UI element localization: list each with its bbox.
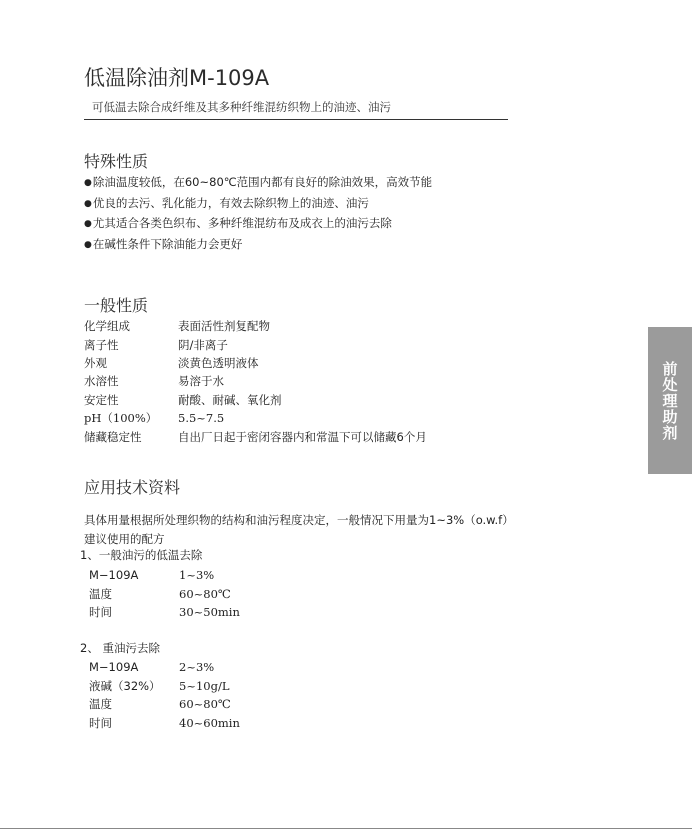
intro-line: 具体用量根据所处理织物的结构和油污程度决定，一般情况下用量为1~3%（o.w.f） xyxy=(84,513,514,527)
recipe-value: 5~10g/L xyxy=(179,678,230,693)
recipe-1-title: 1、一般油污的低温去除 xyxy=(80,548,203,562)
table-row xyxy=(84,372,427,390)
recipe-param: 液碱（32%） xyxy=(89,678,161,693)
list-item: ● 除油温度较低，在60~80℃范围内都有良好的除油效果，高效节能 xyxy=(84,173,432,194)
property-name: 水溶性 xyxy=(84,374,119,389)
property-value: 自出厂日起于密闭容器内和常温下可以储藏6个月 xyxy=(178,429,427,444)
recipe-param: 时间 xyxy=(89,605,112,620)
table-row xyxy=(84,335,427,353)
table-row xyxy=(89,566,240,585)
section-side-tab xyxy=(648,327,692,474)
recipe-2-table xyxy=(89,658,240,732)
general-properties-table xyxy=(84,317,427,446)
recipe-value: 60~80℃ xyxy=(179,586,231,601)
table-row xyxy=(84,391,427,409)
recipe-param: 时间 xyxy=(89,715,112,730)
table-row xyxy=(84,317,427,335)
property-name: 外观 xyxy=(84,355,107,370)
recipe-2-title: 2、 重油污去除 xyxy=(80,641,160,655)
title-divider xyxy=(84,119,508,120)
table-row xyxy=(89,714,240,733)
table-row xyxy=(89,603,240,622)
table-row xyxy=(89,695,240,714)
general-properties-heading: 一般性质 xyxy=(84,296,149,315)
recipe-value: 1~3% xyxy=(179,568,215,583)
application-heading: 应用技术资料 xyxy=(84,478,181,497)
list-item: ● 尤其适合各类色织布、多种纤维混纺布及成衣上的油污去除 xyxy=(84,214,432,235)
application-intro xyxy=(84,511,514,548)
property-name: 化学组成 xyxy=(84,319,130,334)
table-row xyxy=(89,658,240,677)
special-properties-heading: 特殊性质 xyxy=(84,152,149,171)
table-row xyxy=(84,354,427,372)
property-name: 离子性 xyxy=(84,337,119,352)
recipe-param: M−109A xyxy=(89,660,139,675)
property-value: 表面活性剂复配物 xyxy=(178,319,270,334)
recipe-param: 温度 xyxy=(89,697,112,712)
table-row xyxy=(84,427,427,445)
property-value: 耐酸、耐碱、氧化剂 xyxy=(178,392,282,407)
recipe-param: 温度 xyxy=(89,586,112,601)
property-value: 易溶于水 xyxy=(178,374,224,389)
recipe-value: 60~80℃ xyxy=(179,697,231,712)
table-row xyxy=(89,677,240,696)
property-value: 阴/非离子 xyxy=(178,337,228,352)
footer-divider xyxy=(0,828,692,829)
list-item: ● 优良的去污、乳化能力，有效去除织物上的油迹、油污 xyxy=(84,194,432,215)
table-row xyxy=(84,409,427,427)
page-subtitle: 可低温去除合成纤维及其多种纤维混纺织物上的油迹、油污 xyxy=(92,100,391,114)
page-title: 低温除油剂M-109A xyxy=(84,66,270,90)
property-value: 淡黄色透明液体 xyxy=(178,355,259,370)
special-properties-list xyxy=(84,173,432,255)
recipe-param: M−109A xyxy=(89,568,139,583)
side-tab-label: 前处理助剂 xyxy=(660,360,679,441)
recipe-1-table xyxy=(89,566,240,622)
property-name: 储藏稳定性 xyxy=(84,429,142,444)
property-name: pH（100%） xyxy=(84,411,158,426)
property-name: 安定性 xyxy=(84,392,119,407)
recipe-value: 30~50min xyxy=(179,605,240,620)
property-value: 5.5~7.5 xyxy=(178,411,225,426)
list-item: ● 在碱性条件下除油能力会更好 xyxy=(84,235,432,256)
recipe-value: 40~60min xyxy=(179,715,240,730)
recipe-value: 2~3% xyxy=(179,660,215,675)
intro-line: 建议使用的配方 xyxy=(84,531,165,546)
table-row xyxy=(89,585,240,604)
